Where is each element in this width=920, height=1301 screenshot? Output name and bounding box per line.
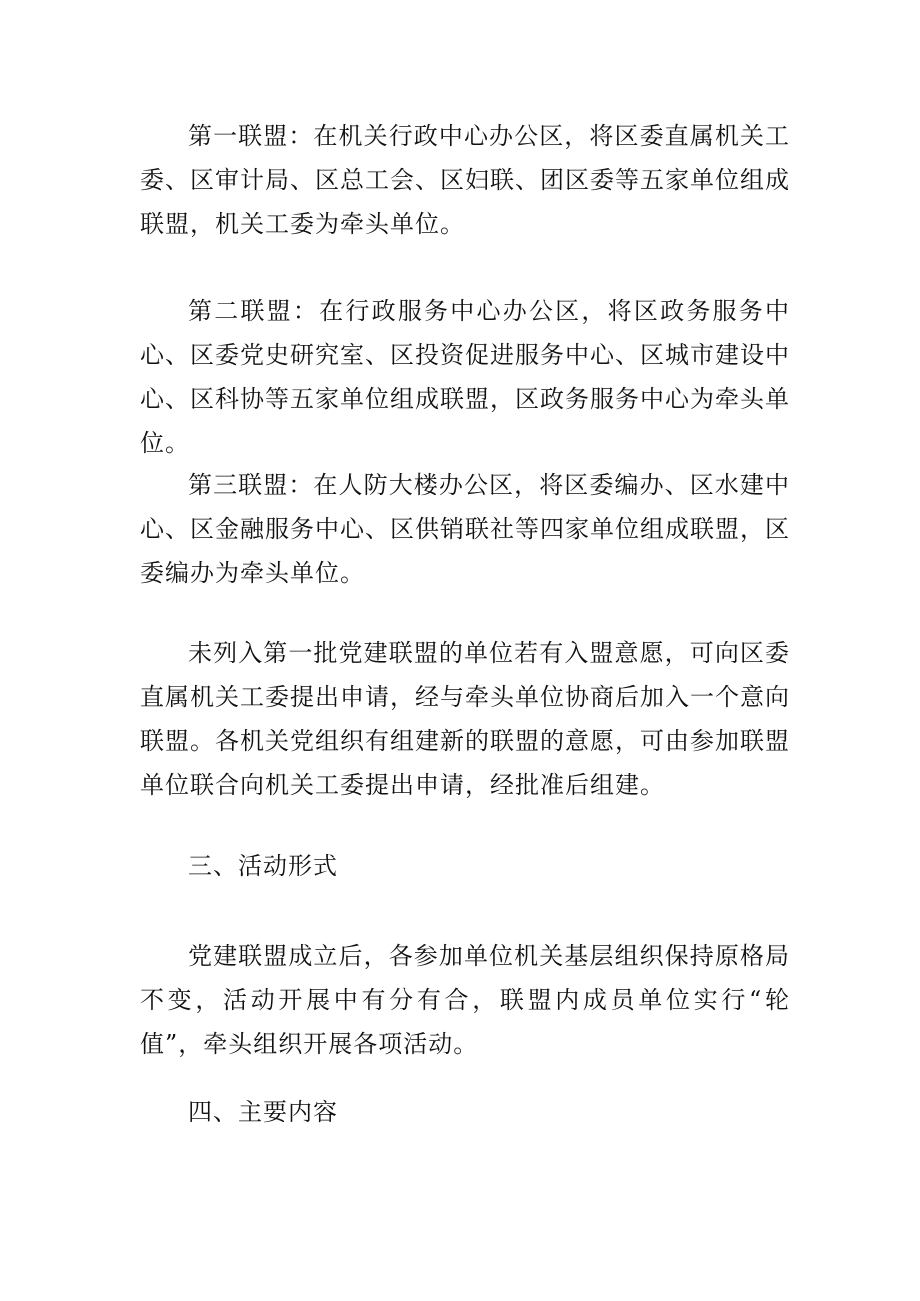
paragraph-second-alliance: 第二联盟：在行政服务中心办公区，将区政务服务中心、区委党史研究室、区投资促进服务中心、区城市建设中心、区科协等五家单位组成联盟，区政务服务中心为牵头单位。 <box>140 297 790 457</box>
paragraph-first-alliance: 第一联盟：在机关行政中心办公区，将区委直属机关工委、区审计局、区总工会、区妇联、团区委等五家单位组成联盟，机关工委为牵头单位。 <box>140 122 790 238</box>
paragraph-join-application: 未列入第一批党建联盟的单位若有入盟意愿，可向区委直属机关工委提出申请，经与牵头单位协商后加入一个意向联盟。各机关党组织有组建新的联盟的意愿，可由参加联盟单位联合向机关工委提出申请，经批准后组建。 <box>140 639 790 799</box>
section-heading-main-content: 四、主要内容 <box>188 1098 338 1126</box>
paragraph-activity-form: 党建联盟成立后，各参加单位机关基层组织保持原格局不变，活动开展中有分有合，联盟内成员单位实行“轮值”，牵头组织开展各项活动。 <box>140 942 790 1058</box>
section-heading-activity-form: 三、活动形式 <box>188 852 338 880</box>
paragraph-third-alliance: 第三联盟：在人防大楼办公区，将区委编办、区水建中心、区金融服务中心、区供销联社等四家单位组成联盟，区委编办为牵头单位。 <box>140 471 790 587</box>
